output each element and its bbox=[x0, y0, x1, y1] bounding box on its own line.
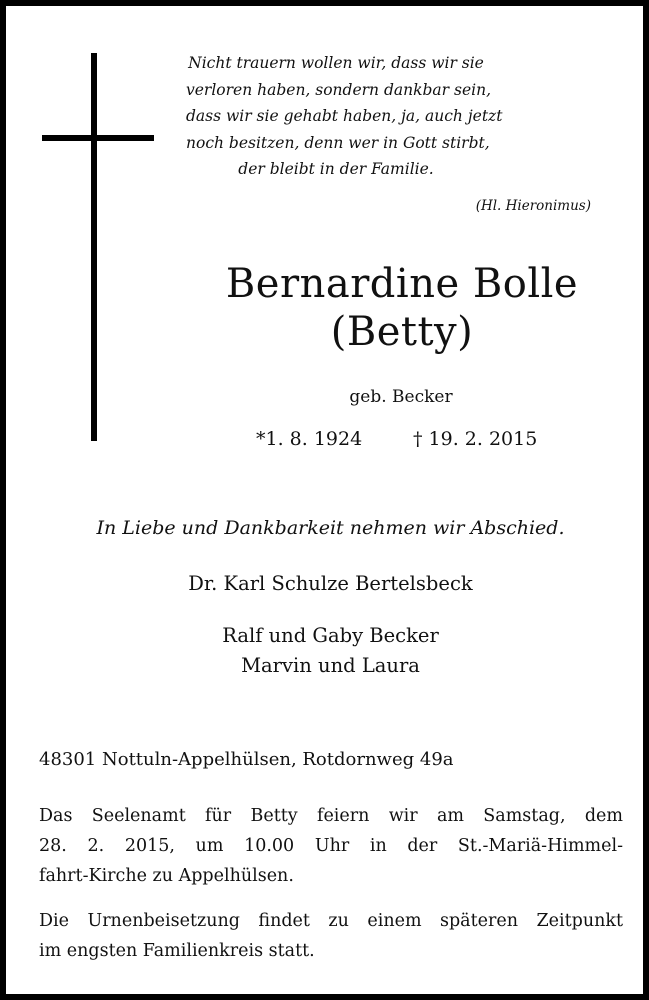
quote-line: noch besitzen, denn wer in Gott stirbt, bbox=[186, 133, 490, 152]
quote-line: verloren haben, sondern dankbar sein, bbox=[186, 80, 491, 99]
death-date: † 19. 2. 2015 bbox=[413, 428, 538, 450]
urn-notice bbox=[39, 906, 623, 966]
cross-icon bbox=[91, 53, 97, 441]
quote-line: Nicht trauern wollen wir, dass wir sie bbox=[188, 54, 484, 72]
urn-line: im engsten Familienkreis statt. bbox=[39, 941, 315, 961]
deceased-name-block bbox=[206, 260, 598, 356]
urn-line: Die Urnenbeisetzung findet zu einem späteren Zeitpunkt bbox=[39, 911, 623, 931]
quote-block bbox=[186, 50, 503, 183]
quote-line: dass wir sie gehabt haben, ja, auch jetzt bbox=[186, 107, 503, 125]
mourner-name: Ralf und Gaby Becker bbox=[222, 624, 439, 647]
service-notice bbox=[39, 801, 623, 891]
cross-icon-bar bbox=[42, 135, 154, 141]
mourners-list bbox=[6, 569, 649, 681]
mourner-name: Marvin und Laura bbox=[241, 654, 420, 677]
birth-date: *1. 8. 1924 bbox=[256, 428, 363, 450]
service-line: fahrt-Kirche zu Appelhülsen. bbox=[39, 866, 294, 886]
service-line: 28. 2. 2015, um 10.00 Uhr in der St.-Mariä-Himmel- bbox=[39, 836, 623, 856]
deceased-name: Bernardine Bolle bbox=[225, 261, 579, 307]
farewell-line: In Liebe und Dankbarkeit nehmen wir Abschied. bbox=[96, 517, 565, 539]
quote-attribution: (Hl. Hieronimus) bbox=[475, 198, 591, 214]
birth-name: geb. Becker bbox=[349, 387, 453, 407]
service-line: Das Seelenamt für Betty feiern wir am Samstag, dem bbox=[39, 806, 623, 826]
mourner-name: Dr. Karl Schulze Bertelsbeck bbox=[188, 572, 473, 595]
deceased-nickname: (Betty) bbox=[330, 309, 474, 355]
address: 48301 Nottuln-Appelhülsen, Rotdornweg 49a bbox=[39, 749, 454, 770]
quote-line: der bleibt in der Familie. bbox=[238, 160, 434, 178]
